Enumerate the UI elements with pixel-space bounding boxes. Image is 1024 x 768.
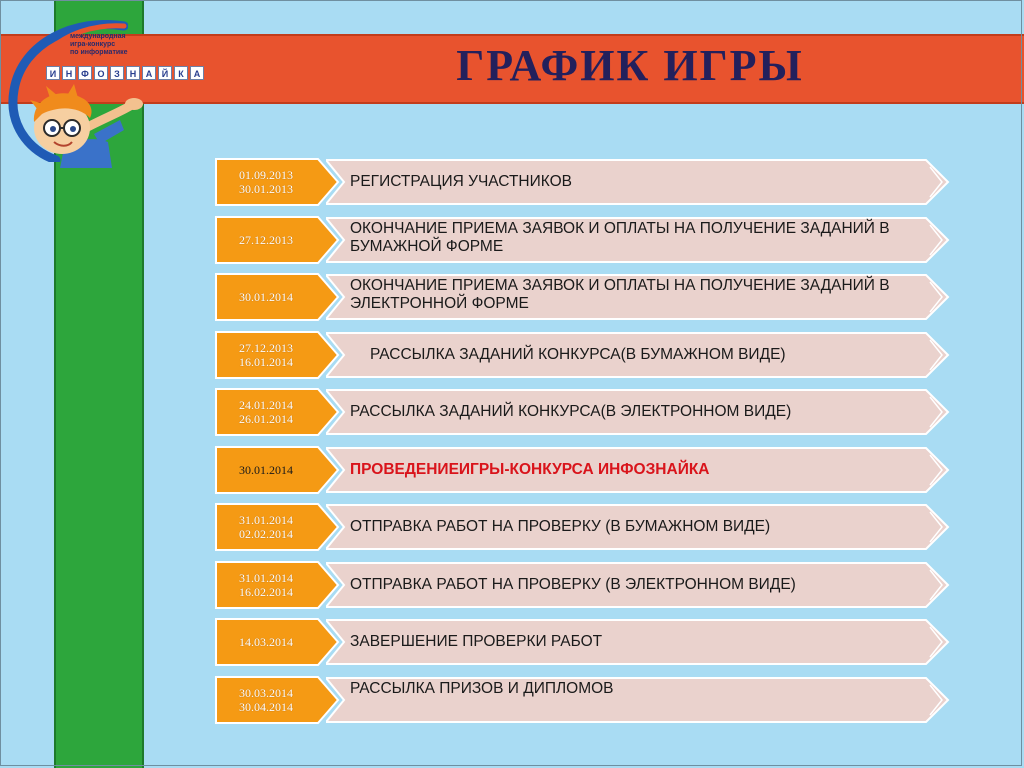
event-text-highlight: ПРОВЕДЕНИЕИГРЫ-КОНКУРСА ИНФОЗНАЙКА — [350, 460, 710, 478]
event-text: ЗАВЕРШЕНИЕ ПРОВЕРКИ РАБОТ — [350, 633, 603, 650]
end-date: 16.02.2014 — [239, 584, 293, 599]
start-date: 27.12.2013 — [239, 340, 293, 355]
date-range — [214, 446, 318, 494]
end-date: 02.02.2014 — [239, 527, 293, 541]
date-range — [214, 561, 318, 609]
event-text: ОКОНЧАНИЕ ПРИЕМА ЗАЯВОК И ОПЛАТЫ НА ПОЛУЧЕНИЕ ЗАДАНИЙ В ЭЛЕКТРОННОЙ ФОРМЕ — [350, 277, 890, 312]
schedule-row — [214, 618, 954, 666]
schedule-row — [214, 273, 954, 321]
page-title: ГРАФИК ИГРЫ — [456, 41, 804, 90]
start-date: 30.01.2014 — [239, 462, 293, 477]
start-date: 14.03.2014 — [239, 635, 293, 649]
event-text: ОКОНЧАНИЕ ПРИЕМА ЗАЯВОК И ОПЛАТЫ НА ПОЛУЧЕНИЕ ЗАДАНИЙ В БУМАЖНОЙ ФОРМЕ — [350, 219, 890, 255]
logo-letter: Ф — [78, 66, 92, 80]
schedule-row — [214, 561, 954, 609]
start-date: 24.01.2014 — [239, 398, 293, 412]
logo-caption-line: по информатике — [70, 49, 128, 56]
start-date: 01.09.2013 — [239, 168, 293, 182]
event-text: РАССЫЛКА ПРИЗОВ И ДИПЛОМОВ — [350, 679, 614, 697]
logo-caption-line: игра-конкурс — [70, 41, 116, 48]
schedule-row — [214, 216, 954, 264]
date-range — [214, 273, 318, 321]
logo-letter: Н — [126, 66, 140, 80]
start-date: 30.01.2014 — [239, 290, 293, 304]
schedule-row — [214, 388, 954, 436]
schedule-row — [214, 158, 954, 206]
event-text: РЕГИСТРАЦИЯ УЧАСТНИКОВ — [350, 173, 573, 190]
logo-letter: К — [174, 66, 188, 80]
logo-caption — [70, 33, 160, 57]
end-date: 30.04.2014 — [239, 699, 293, 714]
logo-letter: Й — [158, 66, 172, 80]
start-date: 27.12.2013 — [239, 232, 293, 247]
event-text: РАССЫЛКА ЗАДАНИЙ КОНКУРСА(В БУМАЖНОМ ВИДЕ) — [370, 345, 786, 363]
start-date: 31.01.2014 — [239, 513, 293, 527]
event-text: ОТПРАВКА РАБОТ НА ПРОВЕРКУ (В ЭЛЕКТРОННОМ ВИДЕ) — [350, 575, 796, 593]
end-date: 30.01.2013 — [239, 182, 293, 196]
date-range — [214, 676, 318, 724]
logo-letter: А — [142, 66, 156, 80]
schedule-row — [214, 503, 954, 551]
logo-letter: А — [190, 66, 204, 80]
mascot-icon — [20, 84, 150, 168]
logo-letter: И — [46, 66, 60, 80]
start-date: 30.03.2014 — [239, 685, 293, 700]
start-date: 31.01.2014 — [239, 570, 293, 585]
schedule-row — [214, 446, 954, 494]
event-text: ОТПРАВКА РАБОТ НА ПРОВЕРКУ (В БУМАЖНОМ ВИДЕ) — [350, 518, 771, 535]
event-text: РАССЫЛКА ЗАДАНИЙ КОНКУРСА(В ЭЛЕКТРОННОМ ВИДЕ) — [350, 403, 792, 420]
schedule-list — [214, 158, 954, 733]
end-date: 16.01.2014 — [239, 354, 293, 369]
date-range — [214, 158, 318, 206]
date-range — [214, 618, 318, 666]
date-range — [214, 331, 318, 379]
logo-letter: Н — [62, 66, 76, 80]
logo-letter: О — [94, 66, 108, 80]
schedule-row — [214, 331, 954, 379]
date-range — [214, 503, 318, 551]
logo-caption-line: международная — [70, 33, 126, 40]
logo-letters — [46, 66, 204, 80]
date-range — [214, 388, 318, 436]
logo-letter: З — [110, 66, 124, 80]
date-range — [214, 216, 318, 264]
schedule-row — [214, 676, 954, 724]
end-date: 26.01.2014 — [239, 412, 293, 426]
